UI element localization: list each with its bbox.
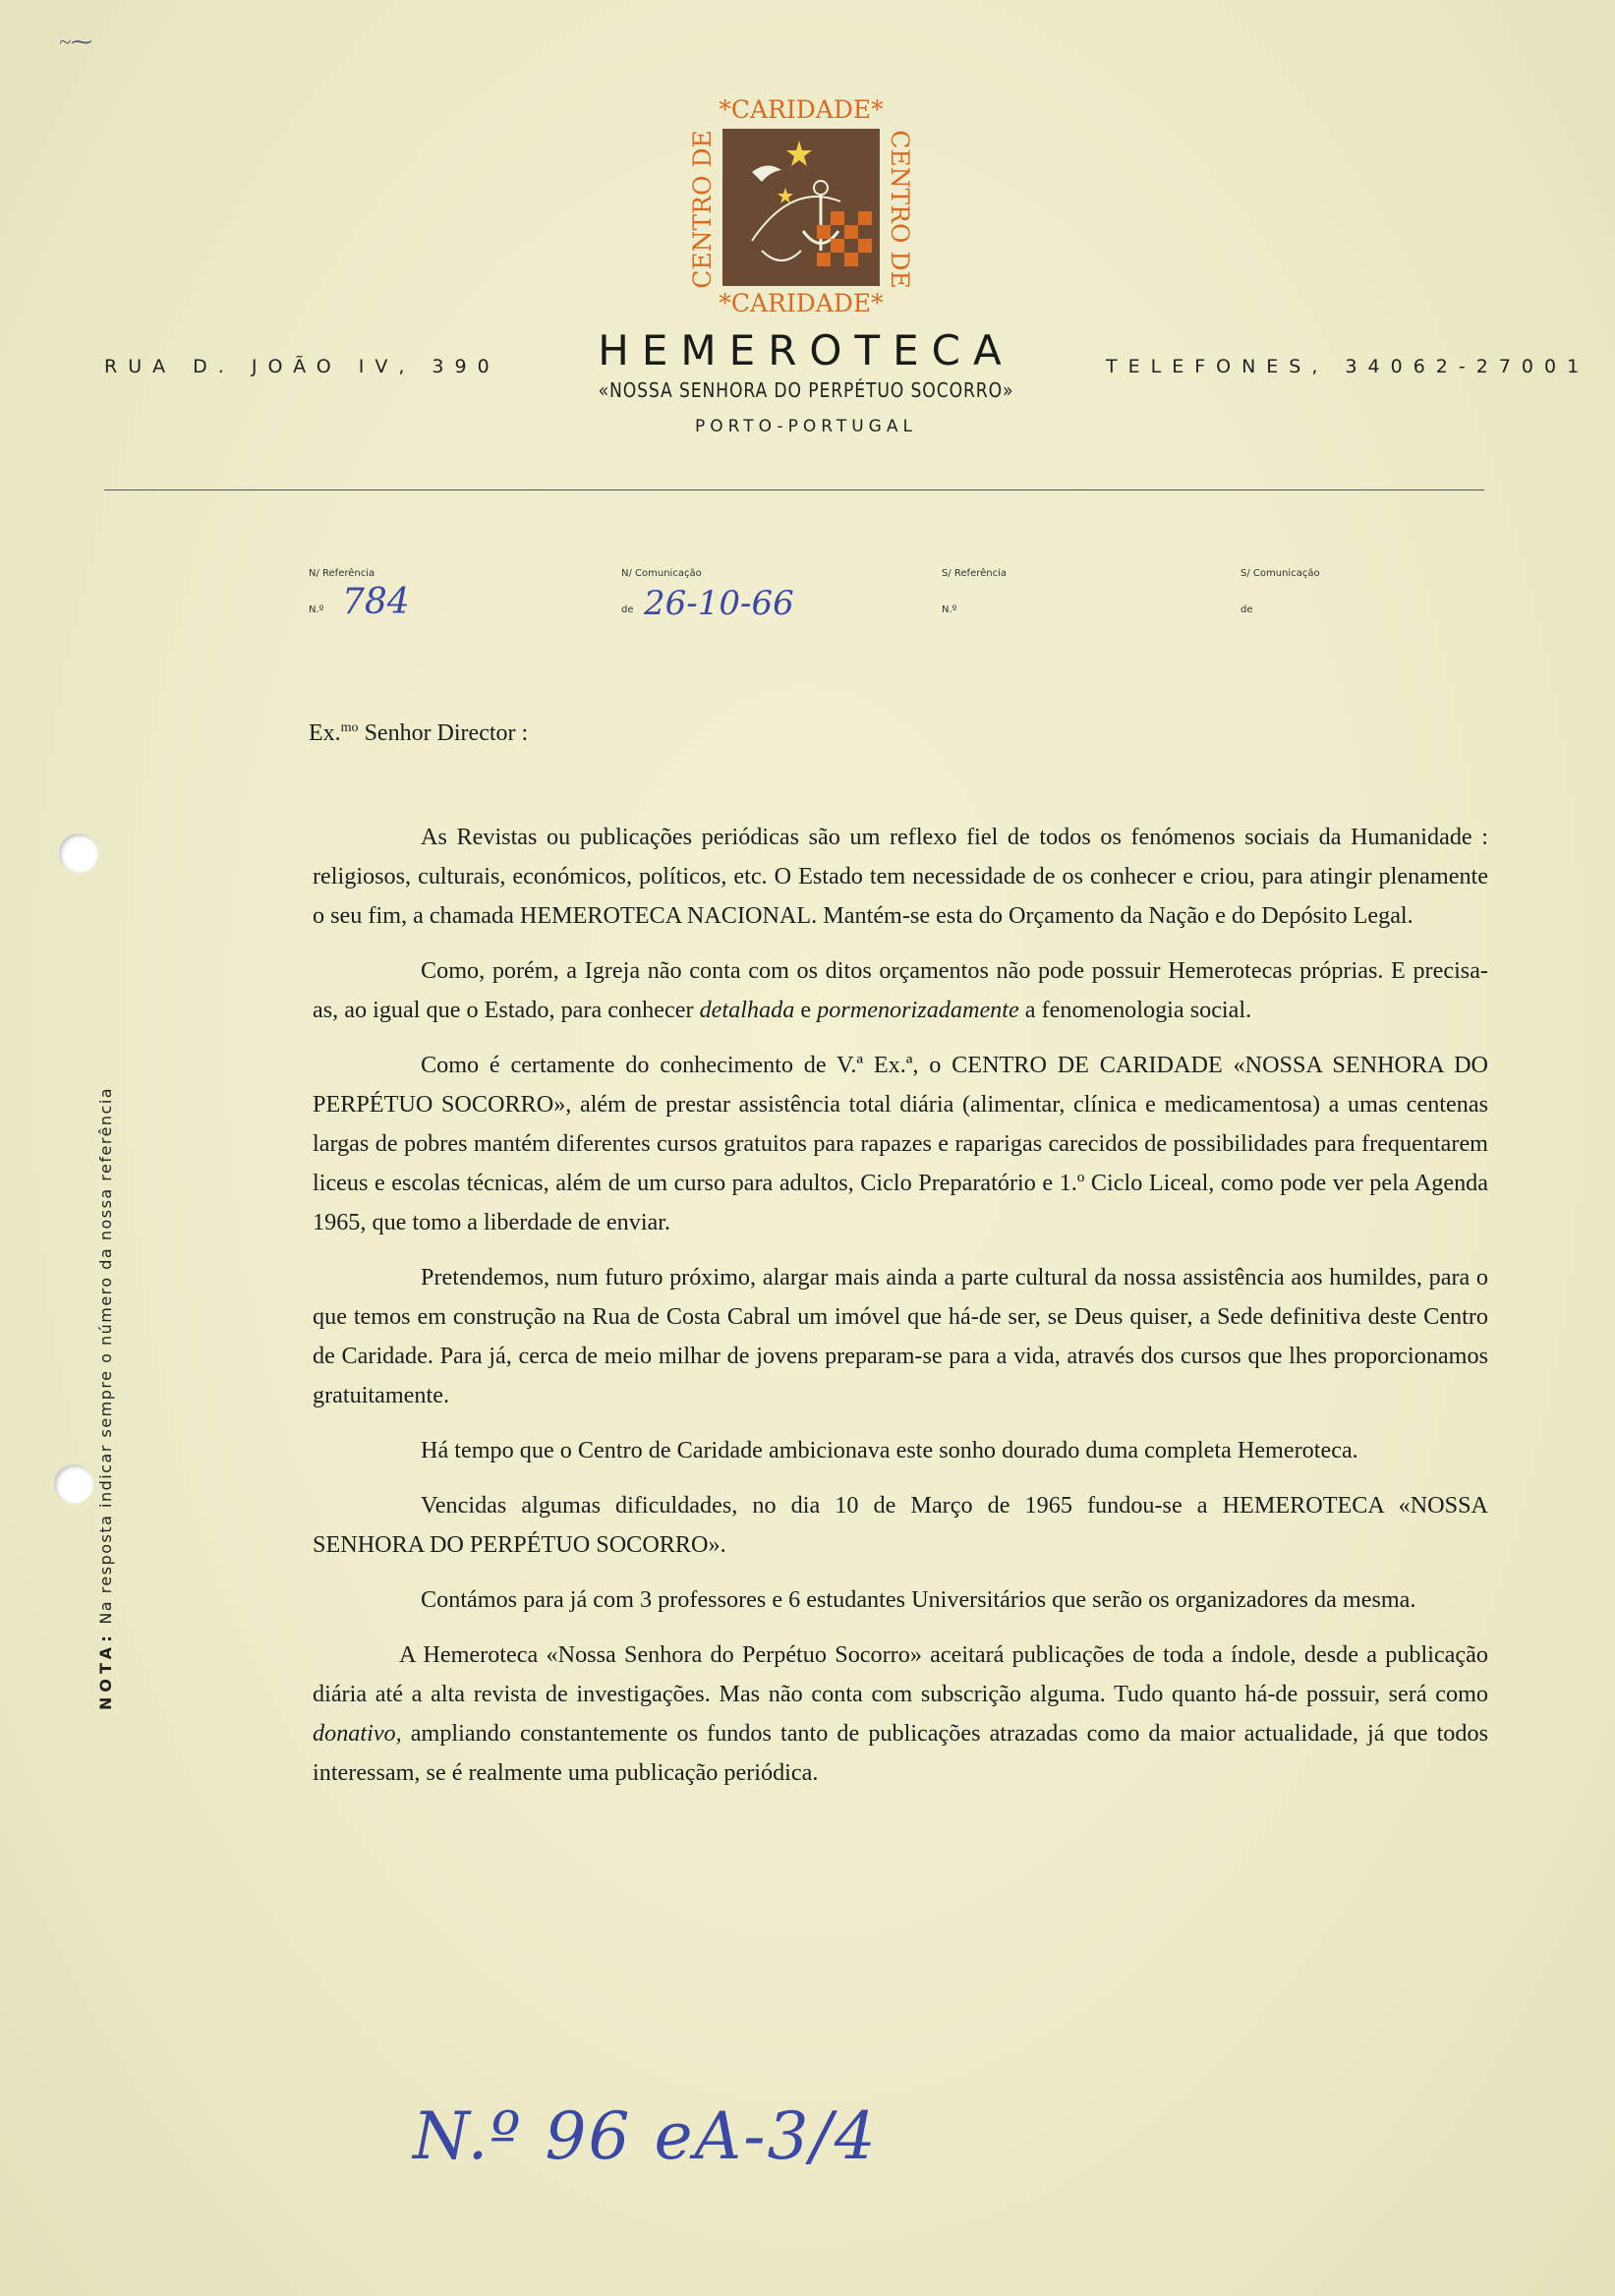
paragraph-5: Há tempo que o Centro de Caridade ambicionava este sonho dourado duma completa Hemeroteca. — [421, 1437, 1358, 1464]
our-communication-label: N/ Comunicação — [621, 568, 702, 579]
phones-line: TELEFONES, 34062-27001 — [1106, 356, 1590, 377]
paragraph-7: Contámos para já com 3 professores e 6 estudantes Universitários que serão os organizadores da mesma. — [421, 1586, 1416, 1613]
our-communication-value: 26-10-66 — [644, 584, 794, 623]
paragraph-1: As Revistas ou publicações periódicas são um reflexo fiel de todos os fenómenos sociais da Humanidade : religiosos, culturais, económicos, políticos, etc. O Estado tem necessidade de os conhecer e criou, para atingir plenamente o seu fim, a chamada HEMEROTECA NACIONAL. Mantém-se esta do Orçamento da Nação e do Depósito Legal. — [313, 824, 1488, 929]
our-communication-prefix: de — [621, 604, 634, 615]
header-divider — [104, 489, 1484, 490]
address-line: RUA D. JOÃO IV, 390 — [104, 356, 500, 377]
punch-hole — [59, 833, 98, 873]
corner-scribble: ~⁓ — [59, 29, 92, 54]
our-reference-value: 784 — [342, 582, 410, 622]
your-reference-label: S/ Referência — [942, 568, 1008, 579]
hemeroteca-subtitle: «NOSSA SENHORA DO PERPÉTUO SOCORRO» — [598, 378, 1014, 402]
our-reference-prefix: N.º — [309, 604, 324, 615]
archive-annotation: N.º 96 eA-3/4 — [413, 2098, 878, 2174]
svg-text:CENTRO DE: CENTRO DE — [688, 130, 717, 289]
city-line: PORTO-PORTUGAL — [695, 417, 917, 436]
paragraph-8: A Hemeroteca «Nossa Senhora do Perpétuo Socorro» aceitará publicações de toda a índole, desde a publicação diária até a alta revista de investigações. Mas não conta com subscrição alguma. Tudo quanto há-de possuir, será como donativo, ampliando constantemente os fundos tanto de publicações atrazadas como da maior actualidade, já que todos interessam, se é realmente uma publicação periódica. — [313, 1641, 1488, 1786]
your-communication-label: S/ Comunicação — [1240, 568, 1320, 579]
paragraph-3: Como é certamente do conhecimento de V.ª Ex.ª, o CENTRO DE CARIDADE «NOSSA SENHORA DO PERPÉTUO SOCORRO», além de prestar assistência total diária (alimentar, clínica e medicamentosa) a umas centenas largas de pobres mantém diferentes cursos gratuitos para rapazes e raparigas carecidos de possibilidades para frequentarem liceus e escolas técnicas, além de um curso para adultos, Ciclo Preparatório e 1.º Ciclo Liceal, como pode ver pela Agenda 1965, que tomo a liberdade de enviar. — [313, 1052, 1488, 1235]
reply-instruction-note: NOTA: Na resposta indicar sempre o número da nossa referência — [96, 1086, 115, 1710]
your-reference-prefix: N.º — [942, 604, 957, 615]
punch-hole — [54, 1464, 93, 1504]
paragraph-4: Pretendemos, num futuro próximo, alargar mais ainda a parte cultural da nossa assistência aos humildes, para o que temos em construção na Rua de Costa Cabral um imóvel que há-de ser, se Deus quiser, a Sede definitiva deste Centro de Caridade. Para já, cerca de meio milhar de jovens preparam-se para a vida, através dos cursos que lhes proporcionamos gratuitamente. — [313, 1264, 1488, 1408]
paragraph-2: Como, porém, a Igreja não conta com os ditos orçamentos não pode possuir Hemerotecas próprias. E precisa-as, ao igual que o Estado, para conhecer detalhada e pormenorizadamente a fenomenologia social. — [313, 957, 1488, 1023]
hemeroteca-title: HEMEROTECA — [598, 326, 1014, 374]
paragraph-6: Vencidas algumas dificuldades, no dia 10 de Março de 1965 fundou-se a HEMEROTECA «NOSSA SENHORA DO PERPÉTUO SOCORRO». — [313, 1492, 1488, 1558]
our-reference-label: N/ Referência — [309, 568, 375, 579]
centro-de-caridade-logo — [683, 93, 919, 319]
svg-text:CENTRO DE: CENTRO DE — [886, 130, 914, 289]
letter-body — [313, 818, 1488, 1808]
your-communication-prefix: de — [1240, 604, 1253, 615]
salutation: Ex.$^{mo}$ Senhor Director : — [309, 720, 529, 746]
svg-text:*CARIDADE*: *CARIDADE* — [719, 289, 884, 317]
svg-text:*CARIDADE*: *CARIDADE* — [719, 95, 884, 124]
